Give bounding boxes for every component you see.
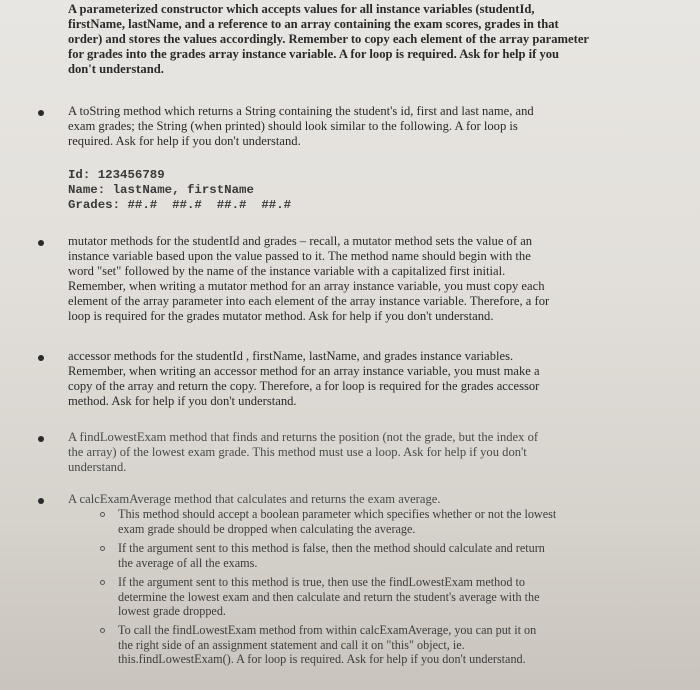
tostring-sample-output — [68, 168, 628, 213]
findlowest-item — [68, 430, 628, 475]
findlowest-line: understand. — [68, 460, 127, 474]
subitem-line: This method should accept a boolean parameter which specifies whether or not the lowest — [118, 507, 557, 521]
bullet-icon — [38, 355, 44, 361]
mutator-item — [68, 234, 628, 324]
accessor-line: Remember, when writing an accessor method for an array instance variable, you must make a — [68, 364, 540, 378]
calcavg-item — [68, 492, 628, 507]
tostring-line: exam grades; the String (when printed) should look similar to the following. A for loop is — [68, 119, 518, 133]
calcavg-line: A calcExamAverage method that calculates and returns the exam average. — [68, 492, 441, 506]
constructor-line: don't understand. — [68, 62, 164, 76]
bullet-icon — [38, 240, 44, 246]
calcavg-subitem — [118, 623, 628, 667]
mutator-line: instance variable based upon the value passed to it. The method name should begin with the — [68, 249, 531, 263]
subitem-line: the average of all the exams. — [118, 555, 258, 570]
subitem-line: determine the lowest exam and then calculate and return the student's average with the — [118, 589, 540, 604]
tostring-line: required. Ask for help if you don't understand. — [68, 134, 301, 148]
tostring-line: A toString method which returns a String containing the student's id, first and last name, and — [68, 104, 534, 118]
bullet-icon — [38, 110, 44, 116]
mutator-line: element of the array parameter into each element of the array instance variable. Therefore, a for — [68, 294, 550, 308]
calcavg-subitem — [118, 507, 628, 536]
subitem-line: If the argument sent to this method is true, then use the findLowestExam method to — [118, 575, 525, 589]
constructor-line: order) and stores the values accordingly. Remember to copy each element of the array parameter — [68, 32, 589, 46]
mutator-line: mutator methods for the studentId and grades – recall, a mutator method sets the value of an — [68, 234, 533, 248]
constructor-item — [68, 2, 628, 77]
accessor-line: accessor methods for the studentId , firstName, lastName, and grades instance variables. — [68, 349, 514, 363]
calcavg-subitem — [118, 541, 628, 570]
findlowest-line: A findLowestExam method that finds and returns the position (not the grade, but the index of — [68, 430, 539, 444]
code-line: Grades: ##.# ##.# ##.# ##.# — [68, 198, 292, 212]
sub-bullet-icon — [100, 512, 105, 517]
bullet-icon — [38, 498, 44, 504]
sub-bullet-icon — [100, 628, 105, 633]
accessor-item — [68, 349, 628, 409]
subitem-line: lowest grade dropped. — [118, 604, 226, 618]
sub-bullet-icon — [100, 580, 105, 585]
calcavg-subitem — [118, 575, 628, 619]
sub-bullet-icon — [100, 546, 105, 551]
subitem-line: the right side of an assignment statement and call it on "this" object, ie. — [118, 637, 465, 652]
subitem-line: To call the findLowestExam method from within calcExamAverage, you can put it on — [118, 623, 537, 637]
subitem-line: If the argument sent to this method is false, then the method should calculate and return — [118, 541, 545, 555]
code-line: Id: 123456789 — [68, 168, 165, 182]
mutator-line: word "set" followed by the name of the instance variable with a capitalized first initial. — [68, 264, 506, 278]
findlowest-line: the array) of the lowest exam grade. This method must use a loop. Ask for help if you don't — [68, 445, 527, 459]
mutator-line: loop is required for the grades mutator method. Ask for help if you don't understand. — [68, 309, 494, 323]
mutator-line: Remember, when writing a mutator method for an array instance variable, you must copy each — [68, 279, 545, 293]
bullet-icon — [38, 436, 44, 442]
subitem-line: exam grade should be dropped when calculating the average. — [118, 521, 416, 536]
constructor-line: A parameterized constructor which accepts values for all instance variables (studentId, — [68, 2, 535, 16]
accessor-line: copy of the array and return the copy. Therefore, a for loop is required for the grades accessor — [68, 379, 540, 393]
constructor-line: firstName, lastName, and a reference to an array containing the exam scores, grades in that — [68, 17, 559, 31]
tostring-item — [68, 104, 628, 149]
constructor-line: for grades into the grades array instance variable. A for loop is required. Ask for help if you — [68, 47, 560, 61]
subitem-line: this.findLowestExam(). A for loop is required. Ask for help if you don't understand. — [118, 652, 526, 666]
accessor-line: method. Ask for help if you don't understand. — [68, 394, 297, 408]
code-line: Name: lastName, firstName — [68, 183, 254, 197]
